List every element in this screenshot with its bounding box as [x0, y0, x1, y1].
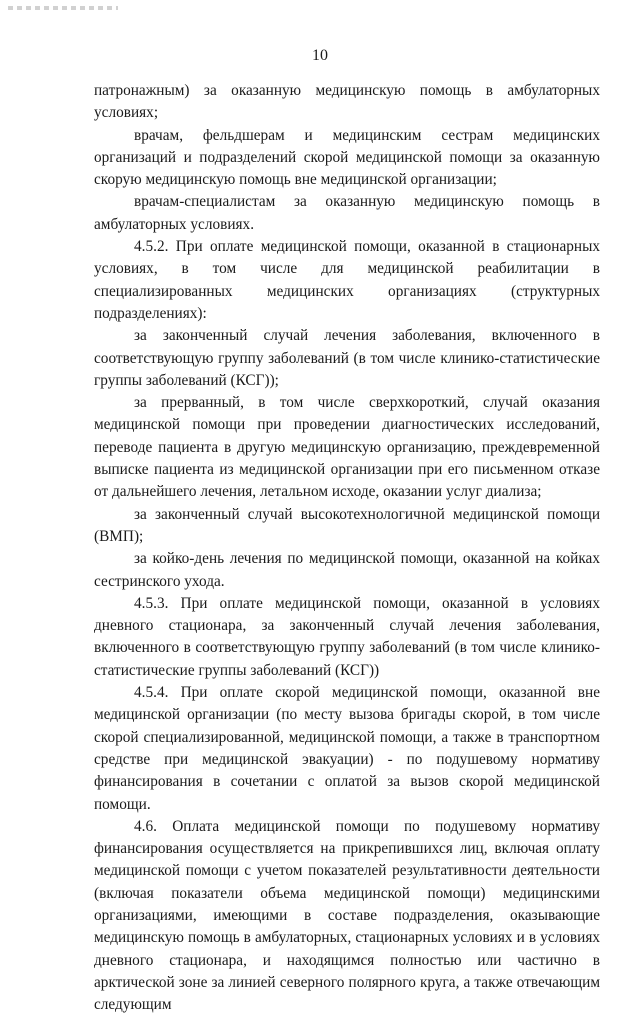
- paragraph: 4.6. Оплата медицинской помощи по подушевому нормативу финансирования осуществляется на прикрепившихся лиц, включая оплату медицинской помощи с учетом показателей результативности деятельности (включая показатели объема медицинской помощи) медицинскими организациями, имеющими в составе подразделения, оказывающие медицинскую помощь в амбулаторных, стационарных условиях и в условиях дневного стационара, и находящимся полностью или частично в арктической зоне за линией северного полярного круга, а также отвечающим следующим: [94, 817, 600, 1014]
- paragraph: за прерванный, в том числе сверхкороткий, случай оказания медицинской помощи при проведении диагностических исследований, переводе пациента в другую медицинскую организацию, преждевременной выписке пациента из медицинской организации при его письменном отказе от дальнейшего лечения, летальном исходе, оказании услуг диализа;: [94, 394, 600, 501]
- paragraph: врачам-специалистам за оказанную медицинскую помощь в амбулаторных условиях.: [94, 193, 600, 233]
- paragraph: за законченный случай лечения заболевания, включенного в соответствующую группу заболеваний (в том числе клинико-статистические группы заболеваний (КСГ));: [94, 327, 600, 389]
- paragraph: патронажным) за оказанную медицинскую помощь в амбулаторных условиях;: [94, 82, 600, 122]
- page-number: 10: [312, 47, 328, 64]
- paragraph: 4.5.3. При оплате медицинской помощи, оказанной в условиях дневного стационара, за законченный случай лечения заболевания, включенного в соответствующую группу заболеваний (в том числе клинико-статистические группы заболеваний (КСГ)): [94, 594, 600, 679]
- paragraph: врачам, фельдшерам и медицинским сестрам медицинских организаций и подразделений скорой медицинской помощи за оказанную скорую медицинскую помощь вне медицинской организации;: [94, 126, 600, 189]
- document-body: [94, 80, 600, 1016]
- paragraph: 4.5.2. При оплате медицинской помощи, оказанной в стационарных условиях, в том числе для медицинской реабилитации в специализированных медицинских организациях (структурных подразделениях):: [94, 238, 600, 322]
- paragraph: 4.5.4. При оплате скорой медицинской помощи, оказанной вне медицинской организации (по месту вызова бригады скорой, в том числе скорой специализированной, медицинской помощи, а также в транспортном средстве при медицинской эвакуации) - по подушевому нормативу финансирования в сочетании с оплатой за вызов скорой медицинской помощи.: [94, 684, 600, 813]
- paragraph: за койко-день лечения по медицинской помощи, оказанной на койках сестринского ухода.: [94, 550, 600, 590]
- paragraph: за законченный случай высокотехнологичной медицинской помощи (ВМП);: [94, 505, 600, 545]
- scan-artifact: [8, 6, 118, 10]
